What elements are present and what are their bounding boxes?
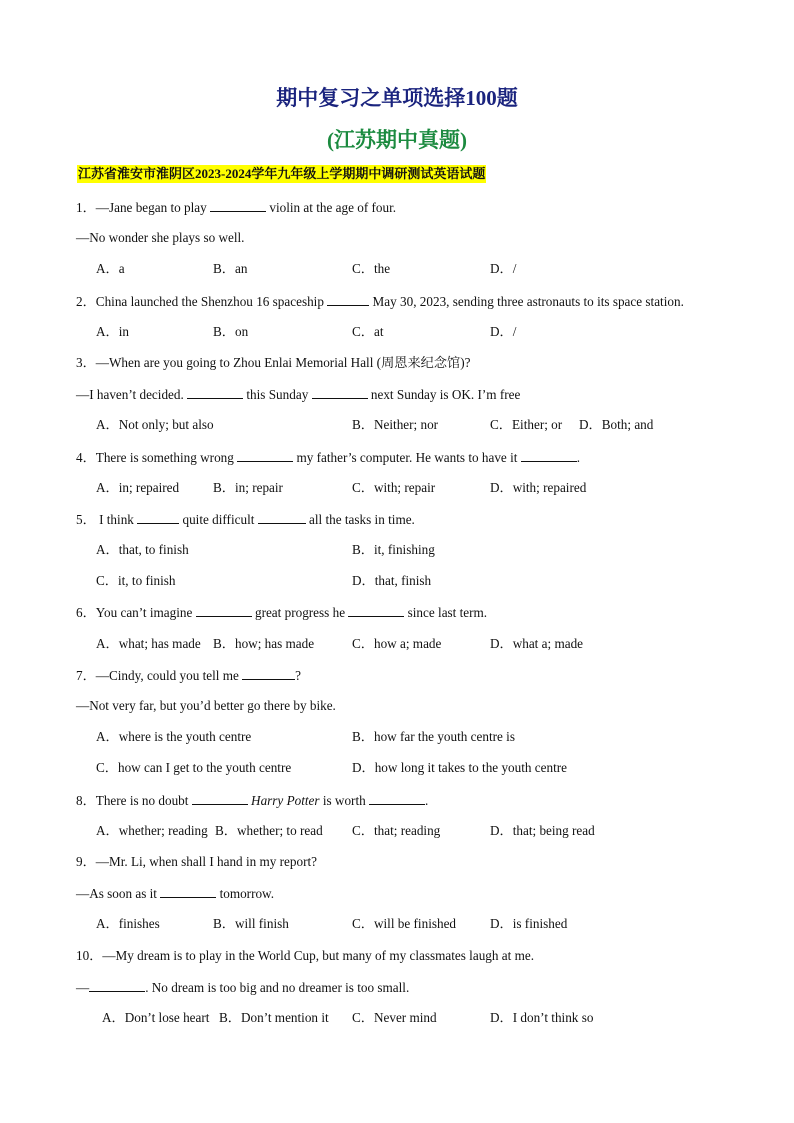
answer-blank (242, 666, 295, 680)
option-a: A．whether; reading (96, 822, 208, 838)
question-6-stem (76, 603, 756, 634)
stem-text: 7．—Cindy, could you tell me (76, 667, 243, 683)
stem-text: 4．There is something wrong (76, 449, 238, 465)
question-6-options (76, 635, 756, 666)
option-b: B．whether; to read (215, 822, 323, 838)
answer-blank (348, 603, 404, 617)
option-b: B．it, finishing (352, 542, 435, 558)
option-c: C．the (352, 261, 391, 277)
question-9-reply (76, 884, 756, 915)
book-title: Harry Potter (251, 792, 320, 808)
option-d: D．what a; made (490, 635, 584, 651)
option-b: B．Don’t mention it (219, 1009, 329, 1025)
stem-text: violin at the age of four. (266, 200, 397, 215)
option-c: C．will be finished (352, 916, 457, 932)
option-b: B．how far the youth centre is (352, 729, 515, 745)
option-d: D．/ (490, 323, 517, 339)
stem-text: 6．You can’t imagine (76, 605, 196, 621)
option-a: A．Not only; but also (96, 417, 214, 433)
option-b: B．how; has made (213, 635, 315, 651)
option-d: D．is finished (490, 916, 568, 932)
source-banner: 江苏省淮安市淮阴区2023-2024学年九年级上学期期中调研测试英语试题 (78, 166, 486, 181)
stem-text: this Sunday (243, 387, 312, 403)
option-a: A．in (96, 323, 129, 339)
stem-text: May 30, 2023, sending three astronauts to its space station. (369, 293, 684, 309)
option-a: A．that, to finish (96, 542, 189, 558)
answer-blank (137, 510, 179, 524)
question-9-options (76, 915, 756, 946)
question-1-reply: —No wonder she plays so well. (76, 230, 245, 246)
question-4-stem (76, 448, 756, 479)
stem-text: . (425, 792, 429, 808)
question-8-options (76, 822, 756, 853)
option-c: C．with; repair (352, 479, 436, 495)
stem-text: 5． I think (76, 511, 138, 527)
question-9-stem: 9．—Mr. Li, when shall I hand in my report? (76, 853, 317, 869)
stem-text: 2．China launched the Shenzhou 16 spaceship (76, 293, 328, 309)
option-b: B．Neither; nor (352, 417, 439, 433)
option-a: A．where is the youth centre (96, 729, 252, 745)
question-1 (76, 198, 756, 292)
option-a: A．a (96, 261, 125, 277)
question-2-stem (76, 292, 756, 323)
stem-text: —I haven’t decided. (76, 387, 188, 403)
option-a: A．in; repaired (96, 479, 180, 495)
question-10 (76, 947, 756, 1041)
question-7-options-row2 (76, 759, 756, 790)
question-2-options (76, 323, 756, 354)
question-4 (76, 448, 756, 510)
stem-text: ? (295, 667, 302, 683)
question-7-stem (76, 666, 756, 697)
question-5-stem (76, 510, 756, 541)
option-b: B．on (213, 323, 249, 339)
option-d: D．Both; and (579, 417, 654, 433)
option-d: D．with; repaired (490, 479, 587, 495)
stem-text: quite difficult (179, 511, 258, 527)
question-8-stem (76, 791, 756, 822)
option-a: A．finishes (96, 916, 160, 932)
page-subtitle: (江苏期中真题) (327, 128, 467, 152)
option-c: C．how a; made (352, 635, 442, 651)
option-c: C．how can I get to the youth centre (96, 760, 292, 776)
answer-blank (160, 884, 216, 898)
answer-blank (89, 978, 145, 992)
question-6 (76, 603, 756, 665)
option-b: B．will finish (213, 916, 289, 932)
stem-text: . No dream is too big and no dreamer is too small. (145, 979, 410, 995)
option-b: B．an (213, 261, 248, 277)
option-d: D．how long it takes to the youth centre (352, 760, 567, 776)
stem-text: tomorrow. (216, 886, 275, 902)
answer-blank (210, 198, 266, 212)
answer-blank (237, 448, 293, 462)
page-title: 期中复习之单项选择100题 (276, 86, 518, 110)
answer-blank (187, 385, 243, 399)
question-5 (76, 510, 756, 604)
answer-blank (327, 292, 369, 306)
option-d: D．I don’t think so (490, 1009, 594, 1025)
answer-blank (192, 791, 248, 805)
stem-text: —As soon as it (76, 886, 161, 902)
question-3-options (76, 416, 756, 447)
stem-text: my father’s computer. He wants to have it (293, 449, 521, 465)
stem-text: 8．There is no doubt (76, 792, 192, 808)
question-10-stem: 10．—My dream is to play in the World Cup, but many of my classmates laugh at me. (76, 947, 534, 963)
question-5-options-row1 (76, 541, 756, 572)
answer-blank (258, 510, 306, 524)
stem-text: next Sunday is OK. I’m free (367, 387, 521, 403)
question-1-stem (76, 198, 756, 229)
question-1-options (76, 260, 756, 291)
question-5-options-row2 (76, 572, 756, 603)
question-3-stem: 3．—When are you going to Zhou Enlai Memorial Hall (周恩来纪念馆)? (76, 354, 471, 370)
question-10-reply (76, 978, 756, 1009)
stem-text: since last term. (404, 605, 488, 621)
question-8 (76, 791, 756, 853)
question-7-options-row1 (76, 728, 756, 759)
option-c: C．it, to finish (96, 573, 176, 589)
answer-blank (369, 791, 425, 805)
question-2 (76, 292, 756, 354)
stem-text: all the tasks in time. (305, 511, 415, 527)
question-list (76, 198, 756, 1040)
option-a: A．what; has made (96, 635, 201, 651)
option-c: C．that; reading (352, 822, 441, 838)
stem-text: . (576, 449, 581, 465)
question-7 (76, 666, 756, 791)
option-d: D．that, finish (352, 573, 432, 589)
option-c: C．Either; or (490, 417, 563, 433)
answer-blank (521, 448, 577, 462)
option-c: C．at (352, 323, 384, 339)
stem-text: great progress he (251, 605, 349, 621)
question-4-options (76, 479, 756, 510)
question-10-options (76, 1009, 756, 1040)
stem-text: — (76, 979, 90, 995)
question-3-reply (76, 385, 756, 416)
option-b: B．in; repair (213, 479, 283, 495)
question-7-reply: —Not very far, but you’d better go there by bike. (76, 698, 336, 713)
option-c: C．Never mind (352, 1009, 437, 1025)
question-3 (76, 354, 756, 448)
option-d: D．that; being read (490, 822, 595, 838)
stem-text: 1．—Jane began to play (76, 200, 211, 215)
option-a: A．Don’t lose heart (102, 1009, 210, 1025)
stem-text: is worth (319, 792, 369, 808)
option-d: D．/ (490, 261, 517, 277)
answer-blank (196, 603, 252, 617)
question-9 (76, 853, 756, 947)
answer-blank (312, 385, 368, 399)
